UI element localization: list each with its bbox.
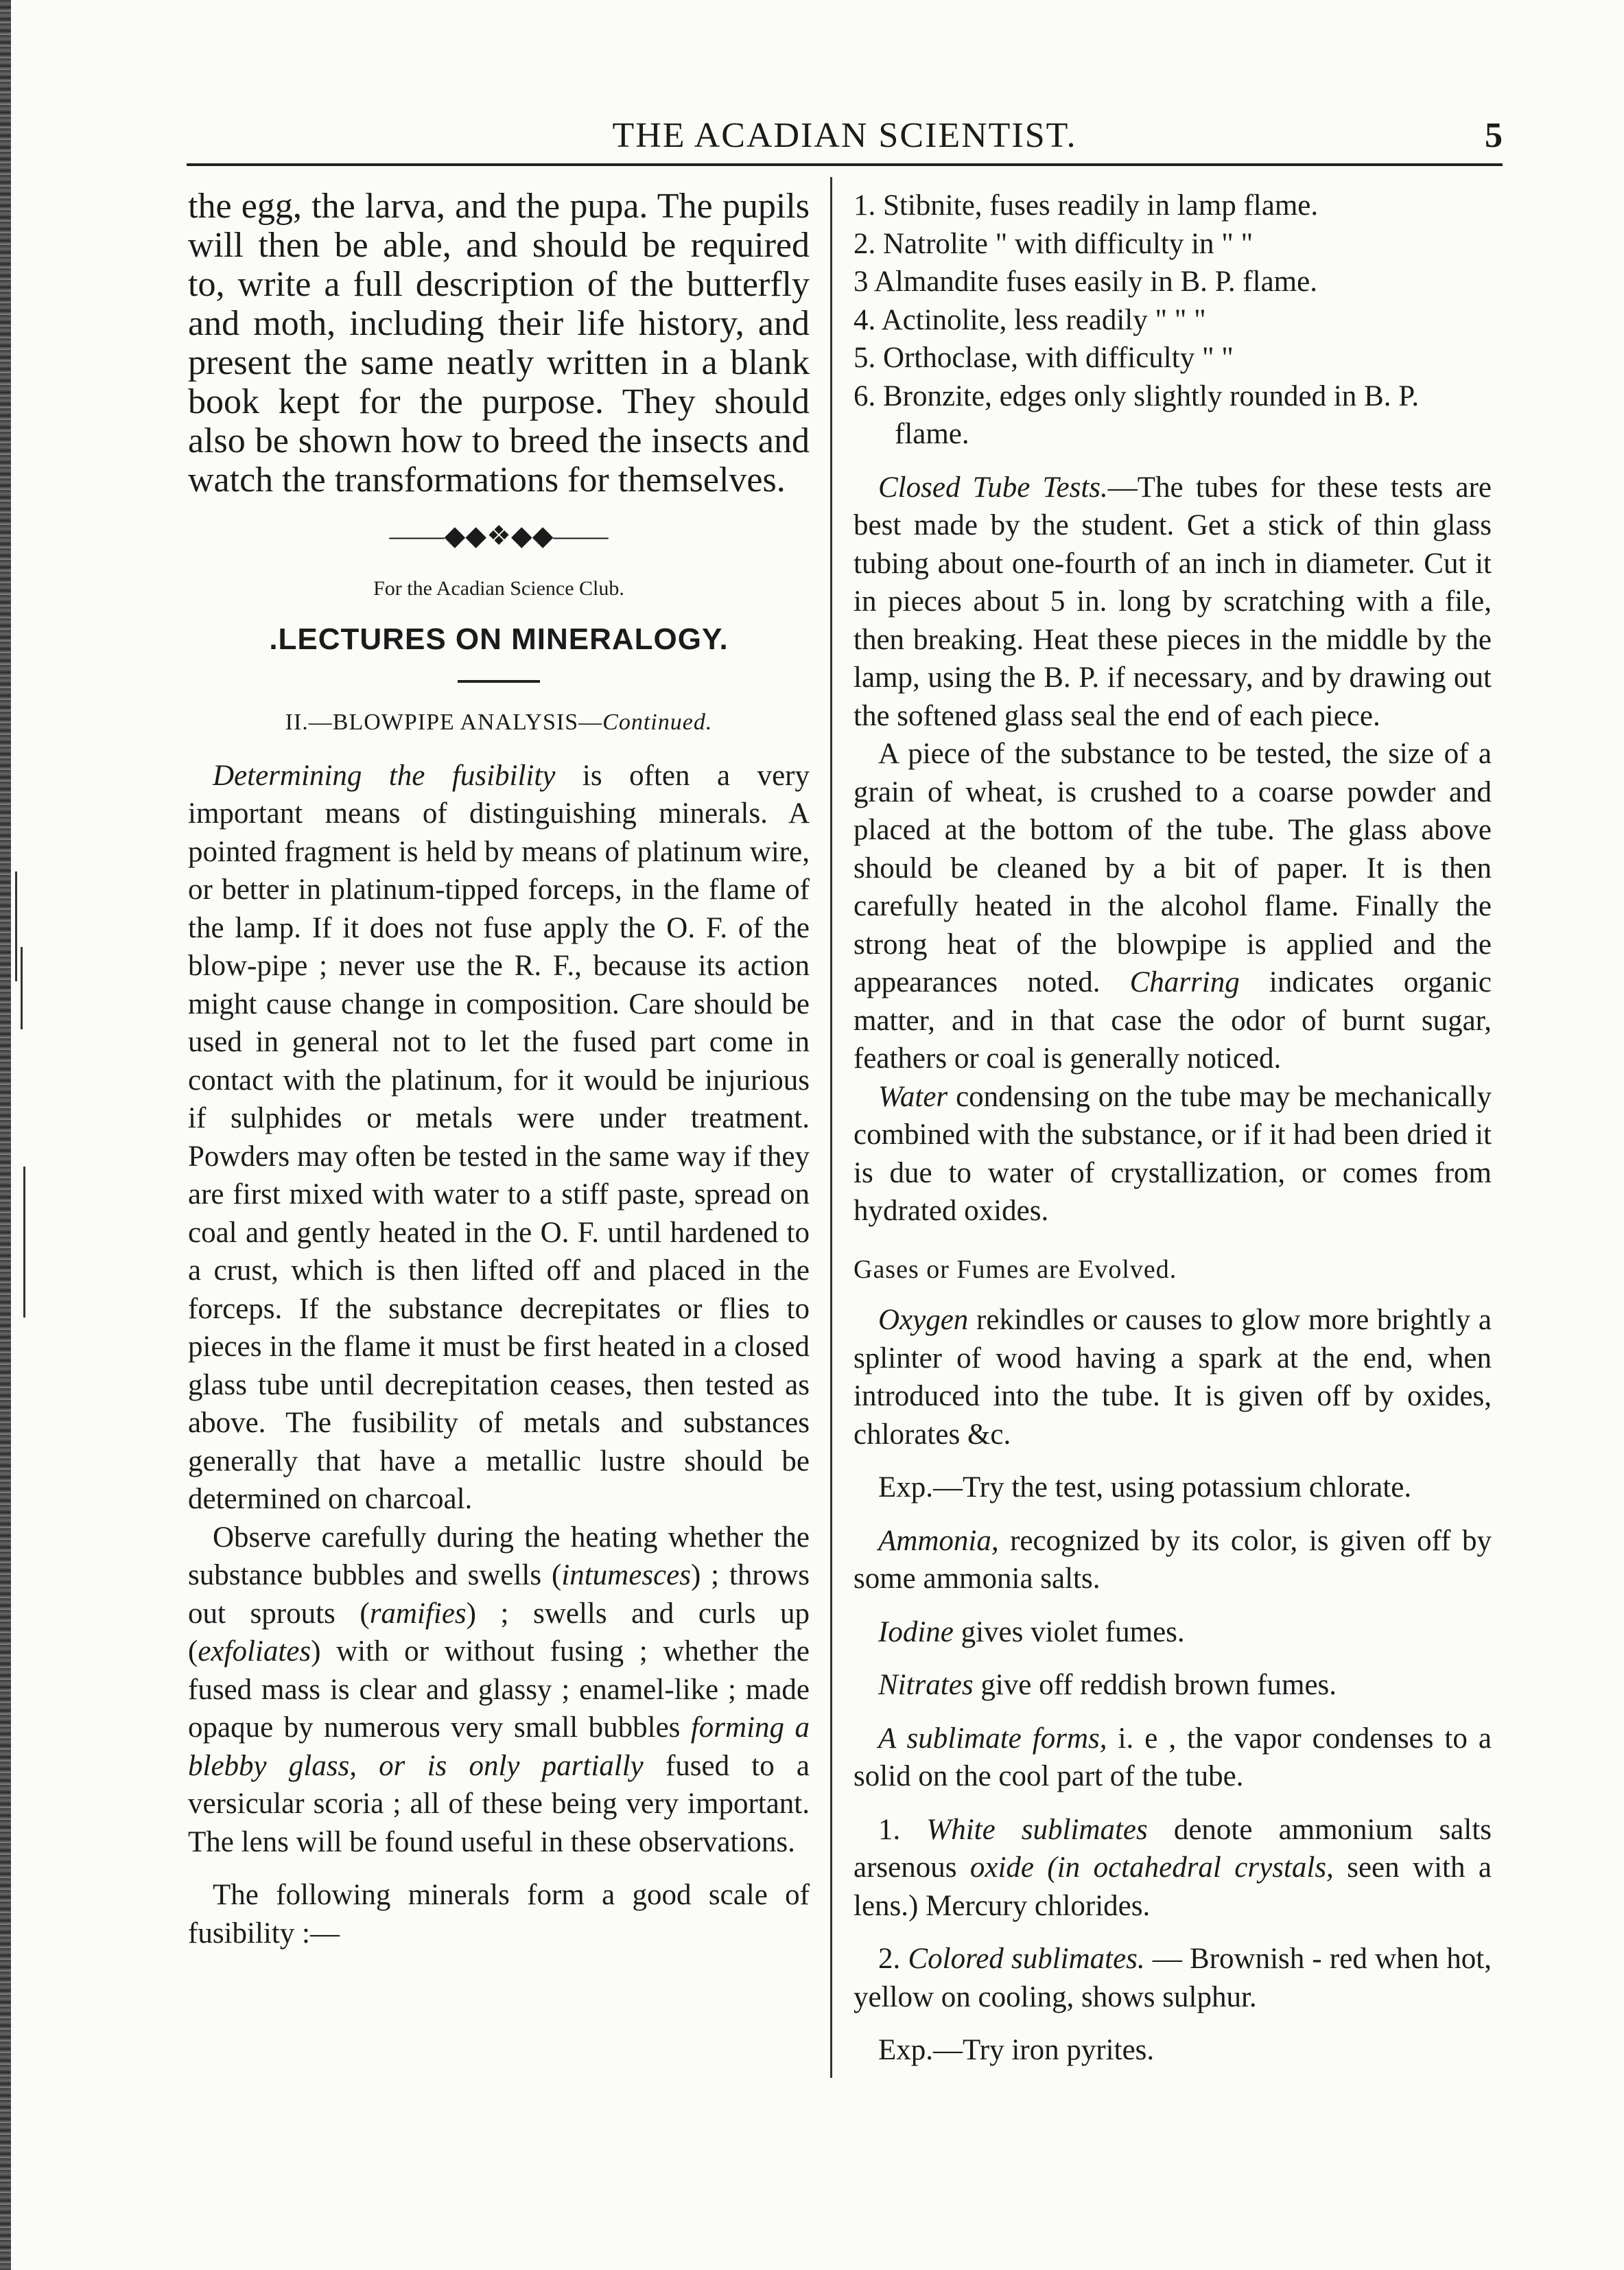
water-paragraph bbox=[854, 1078, 1492, 1230]
white-sublimates-paragraph bbox=[854, 1811, 1492, 1926]
closed-tube-text: —The tubes for these tests are best made by the student. Get a stick of thin glass tubing about one-fourth of an inch in diameter. Cut it in pieces about 5 in. long by scratching with a file, then breaking. Heat these pieces in the middle by the lamp, using the B. P. if necessary, and by drawing out the softened glass seal the end of each piece. bbox=[854, 471, 1492, 732]
observe-text: Observe carefully during the heating whether the substance bubbles and swells ( bbox=[188, 1521, 810, 1591]
term-exfoliates: exfoliates bbox=[198, 1635, 311, 1668]
oxygen-text: rekindles or causes to glow more brightly a splinter of wood having a spark at the end, when introduced into the tube. It is given off by oxides, chlorates &c. bbox=[854, 1304, 1492, 1451]
piece-paragraph bbox=[854, 735, 1492, 1078]
term-intumesces: intumesces bbox=[561, 1559, 691, 1591]
term-white-sublimates: White sublimates bbox=[926, 1813, 1148, 1846]
section-heading-italic: Continued. bbox=[602, 710, 713, 735]
margin-mark bbox=[21, 947, 23, 1029]
ammonia-paragraph bbox=[854, 1522, 1492, 1598]
white-text: denote ammonium salts arsenous bbox=[854, 1813, 1492, 1884]
term-iodine: Iodine bbox=[878, 1615, 954, 1648]
sublimate-text: i. e , the vapor condenses to a solid on the cool part of the tube. bbox=[854, 1722, 1492, 1792]
term-ammonia: Ammonia, bbox=[878, 1524, 999, 1557]
scale-item: 4. Actinolite, less readily " " " bbox=[854, 303, 1206, 336]
scale-item: 2. Natrolite " with difficulty in " " bbox=[854, 227, 1254, 260]
scale-item: 3 Almandite fuses easily in B. P. flame. bbox=[854, 266, 1317, 298]
experiment-1: Exp.—Try the test, using potassium chlorate. bbox=[878, 1471, 1412, 1503]
header-rule bbox=[187, 163, 1503, 166]
piece-text: indicates organic matter, and in that case the odor of burnt sugar, feathers or coal is generally noticed. bbox=[854, 966, 1492, 1075]
section-heading-prefix: II.—BLOWPIPE ANALYSIS— bbox=[285, 710, 603, 735]
term-water: Water bbox=[878, 1080, 948, 1113]
right-column bbox=[854, 187, 1492, 2070]
white-oxide-italic: oxide (in octahedral crystals, bbox=[969, 1851, 1334, 1884]
page-binding-edge bbox=[0, 0, 11, 2270]
item-number: 1. bbox=[878, 1813, 927, 1846]
ammonia-text: recognized by its color, is given off by some ammonia salts. bbox=[854, 1524, 1492, 1595]
fusibility-text: is often a very important means of distinguishing minerals. A pointed fragment is held by means of platinum wire, or better in platinum-tipped forceps, in the flame of the lamp. If it does not fuse apply the O. F. of the blow-pipe ; never use the R. F., because its action might cause change in composition. Care should be used in general not to let the fused part come in contact with the platinum, for it would be injurious if sulphides or metals were under treatment. Powders may often be tested in the same way if they are first mixed with water to a stiff paste, spread on coal and gently heated in the O. F. until hardened to a crust, which is then lifted off and placed in the forceps. If the substance decrepitates or flies to pieces in the flame it must be first heated in a closed glass tube until decrepitation ceases, then tested as above. The fusibility of metals and substances generally that have a metallic lustre should be determined on charcoal. bbox=[188, 759, 810, 1515]
term-colored-sublimates: Colored sublimates. bbox=[908, 1943, 1145, 1975]
piece-text: A piece of the substance to be tested, the size of a grain of wheat, is crushed to a coarse powder and placed at the bottom of the tube. The glass above should be cleaned by a bit of paper. It is then carefully heated in the alcohol flame. Finally the strong heat of the blowpipe is applied and the appearances noted. bbox=[854, 738, 1492, 998]
closed-tube-paragraph bbox=[854, 469, 1492, 736]
margin-mark bbox=[23, 1167, 25, 1318]
scale-intro-paragraph: The following minerals form a good scale of fusibility :— bbox=[188, 1879, 810, 1950]
fusibility-paragraph bbox=[188, 757, 810, 1519]
white-text: seen with a lens.) Mercury chlorides. bbox=[854, 1851, 1492, 1922]
fusibility-term: Determining the fusibility bbox=[213, 759, 556, 792]
margin-mark bbox=[15, 871, 17, 981]
oxygen-paragraph bbox=[854, 1301, 1492, 1453]
credit-line: For the Acadian Science Club. bbox=[373, 577, 624, 600]
experiment-2: Exp.—Try iron pyrites. bbox=[878, 2034, 1155, 2066]
scale-item: 6. Bronzite, edges only slightly rounded in B. P. flame. bbox=[854, 379, 1420, 450]
water-text: condensing on the tube may be mechanically combined with the substance, or if it had been dried it is due to water of crystallization, or comes from hydrated oxides. bbox=[854, 1080, 1492, 1227]
scale-item: 5. Orthoclase, with difficulty " " bbox=[854, 342, 1234, 374]
column-divider bbox=[830, 177, 832, 2078]
lecture-title: .LECTURES ON MINERALOGY. bbox=[269, 622, 729, 656]
observe-paragraph bbox=[188, 1519, 810, 1862]
iodine-paragraph bbox=[854, 1613, 1492, 1652]
term-nitrates: Nitrates bbox=[878, 1669, 974, 1701]
term-sublimate: A sublimate forms, bbox=[878, 1722, 1107, 1755]
page-header bbox=[187, 115, 1503, 170]
sublimate-paragraph bbox=[854, 1720, 1492, 1796]
observe-text: ) ; swells and curls up ( bbox=[188, 1597, 810, 1668]
ornament-divider: ——◆◆❖◆◆—— bbox=[389, 520, 609, 551]
observe-text: ) with or without fusing ; whether the fused mass is clear and glassy ; enamel-like ; made opaque by numerous very small bubbles bbox=[188, 1635, 810, 1744]
term-ramifies: ramifies bbox=[369, 1597, 467, 1630]
intro-paragraph: the egg, the larva, and the pupa. The pupils will then be able, and should be required to, write a full description of the butterfly and moth, including their life history, and present the same neatly written in a blank book kept for the purpose. They should also be shown how to breed the insects and watch the transformations for themselves. bbox=[188, 187, 810, 500]
term-oxygen: Oxygen bbox=[878, 1304, 969, 1336]
nitrates-text: give off reddish brown fumes. bbox=[973, 1669, 1337, 1701]
nitrates-paragraph bbox=[854, 1666, 1492, 1705]
running-title: THE ACADIAN SCIENTIST. bbox=[612, 116, 1077, 155]
page-number: 5 bbox=[1485, 116, 1503, 155]
colored-sublimates-paragraph bbox=[854, 1940, 1492, 2016]
item-number: 2. bbox=[878, 1943, 908, 1975]
scale-item: 1. Stibnite, fuses readily in lamp flame. bbox=[854, 189, 1319, 222]
observe-text: ) ; throws out sprouts ( bbox=[188, 1559, 810, 1630]
colored-text: — Brownish - red when hot, yellow on cooling, shows sulphur. bbox=[854, 1943, 1492, 2013]
observe-text: fused to a versicular scoria ; all of these being very important. The lens will be found useful in these observations. bbox=[188, 1749, 810, 1858]
section-heading bbox=[188, 703, 810, 742]
gases-heading: Gases or Fumes are Evolved. bbox=[854, 1254, 1177, 1284]
iodine-text: gives violet fumes. bbox=[953, 1615, 1185, 1648]
closed-tube-title: Closed Tube Tests. bbox=[878, 471, 1108, 504]
title-rule bbox=[458, 680, 540, 683]
observe-italic: forming a blebby glass, or is only partially bbox=[188, 1711, 810, 1782]
term-charring: Charring bbox=[1129, 966, 1240, 998]
left-column bbox=[188, 187, 810, 1952]
